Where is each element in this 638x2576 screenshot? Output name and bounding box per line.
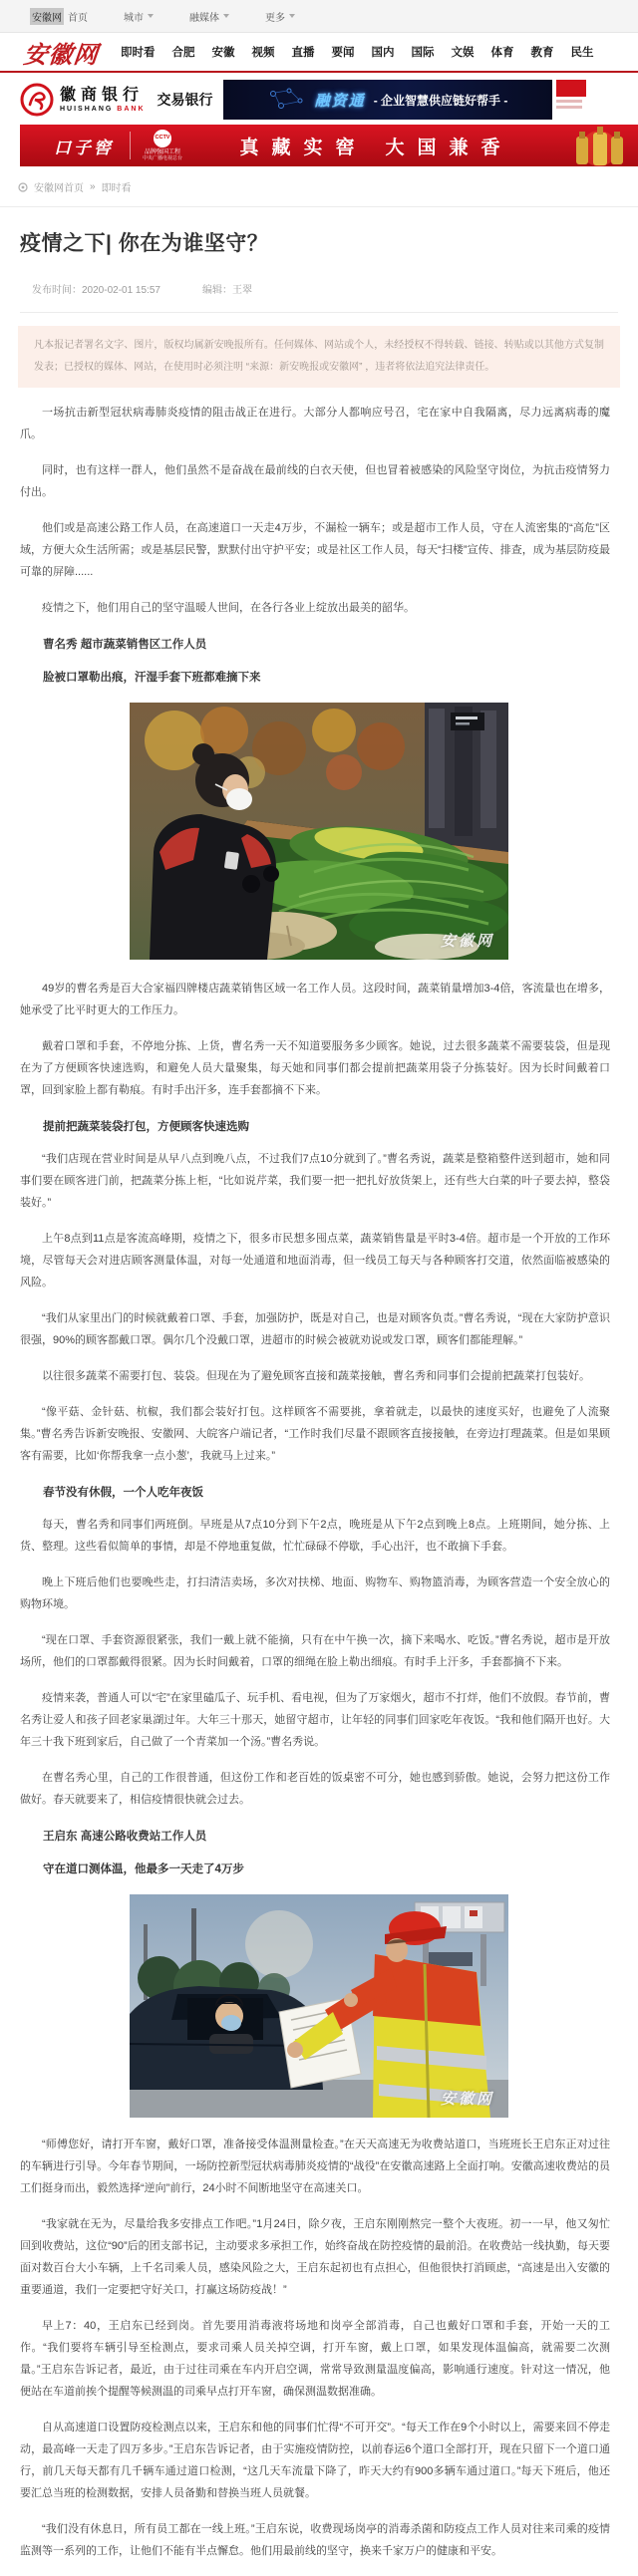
article-paragraph: “我们没有休息日，所有员工都在一线上班。”王启东说，收费现场岗亭的消毒杀菌和防疫点工作人员对往来司乘的疫情监测等一系列的工作，让他们不能有半点懈怠。他们用最前线的坚守，换来千家万户的健康和平安。 xyxy=(20,2523,610,2557)
breadcrumb-separator: » xyxy=(90,181,96,192)
article-paragraph: 晚上下班后他们也要晚些走，打扫清洁卖场，多次对扶梯、地面、购物车、购物篮消毒，为顾客营造一个安全放心的购物环境。 xyxy=(20,1576,610,1610)
photo-watermark: 安徽网 xyxy=(440,932,494,950)
topbar-menu-city-label: 城市 xyxy=(124,12,144,24)
article-paragraph: 一场抗击新型冠状病毒肺炎疫情的阻击战正在进行。大部分人都响应号召，宅在家中自我隔离，尽力远离病毒的魔爪。 xyxy=(20,407,610,440)
article-meta xyxy=(20,281,618,313)
article-paragraph: “我们店现在营业时间是从早八点到晚八点，不过我们7点10分就到了。”曹名秀说，蔬菜是整箱整件送到超市，她和同事们要在顾客进门前，把蔬菜分拣上柜，“比如说芹菜，我们要一把一把扎好放货架上，还有些大白菜的叶子要去掉，整袋装好。” xyxy=(20,1153,610,1209)
network-graphic xyxy=(267,86,307,114)
supermarket-photo-graphic xyxy=(130,703,508,960)
nav-item-instant[interactable]: 即时看 xyxy=(121,47,156,59)
section-heading-newyear: 春节没有休假，一个人吃年夜饭 xyxy=(43,1487,203,1499)
topbar-menu-more[interactable] xyxy=(265,9,295,24)
breadcrumb xyxy=(0,166,638,207)
bank-ad-slogan: - 企业智慧供应链好帮手 - xyxy=(373,93,508,108)
breadcrumb-current[interactable]: 即时看 xyxy=(101,183,132,194)
huishang-bank-name: 徽商银行 xyxy=(60,86,145,104)
article-paragraph: 上午8点到11点是客流高峰期，疫情之下，很多市民想多囤点菜，蔬菜销售量是平时3-4倍。超市是一个开放的工作环境，尽管每天会对进店顾客测量体温，对每一处通道和地面消毒，但一线员工每天与各种顾客打交道，依然面临被感染的风险。 xyxy=(20,1233,610,1288)
nav-item-headlines[interactable]: 要闻 xyxy=(331,47,355,59)
publish-time: 发布时间：2020-02-01 15:57 xyxy=(32,285,160,296)
kouzijiao-logo: 口子窖 xyxy=(54,138,114,158)
nav-item-entertainment[interactable]: 文娱 xyxy=(451,47,475,59)
article-paragraph: 在曹名秀心里，自己的工作很普通，但这份工作和老百姓的饭桌密不可分，她也感到骄傲。她说，会努力把这份工作做好。春天就要来了，相信疫情很快就会过去。 xyxy=(20,1772,610,1806)
topbar-home-link[interactable] xyxy=(30,8,88,25)
site-header xyxy=(0,33,638,73)
article-paragraph: 49岁的曹名秀是百大合家福四牌楼店蔬菜销售区域一名工作人员。这段时间，蔬菜销量增加3-4倍，客流量也在增多，她承受了比平时更大的工作压力。 xyxy=(20,983,610,1016)
nav-item-domestic[interactable]: 国内 xyxy=(371,47,395,59)
topbar-home-label: 首页 xyxy=(68,12,88,24)
nav-item-hefei[interactable]: 合肥 xyxy=(171,47,195,59)
rongzitong-brand: 融资通 xyxy=(314,92,366,110)
topbar-menu-more-label: 更多 xyxy=(265,12,285,24)
article-photo-tollgate xyxy=(130,1894,508,2118)
breadcrumb-home-link[interactable]: 安徽网首页 xyxy=(34,183,84,194)
article-body xyxy=(0,402,638,2562)
section-heading-caomingxiu: 曹名秀 超市蔬菜销售区工作人员 xyxy=(43,639,207,651)
editor: 编辑：王翠 xyxy=(201,285,252,296)
article-paragraph: “像平菇、金针菇、杭椒，我们都会装好打包。这样顾客不需要挑，拿着就走，以最快的速度买好，也避免了人流聚集。”曹名秀告诉新安晚报、安徽网、大皖客户端记者，“工作时我们尽量不跟顾客直接接触，在旁边打理蔬菜。但是如果顾客有需要，比如‘你帮我拿一点小葱’，我就马上过来。” xyxy=(20,1406,610,1462)
article-paragraph: 疫情来袭，普通人可以“宅”在家里磕瓜子、玩手机、看电视，但为了万家烟火，超市不打烊，他们不放假。春节前，曹名秀让爱人和孩子回老家巢湖过年。大年三十那天，她留守超市，让年轻的同事们回家吃年夜饭。“我和他们隔开也好。大年三十我下班到家后，自己做了一个青菜加一个汤。”曹名秀说。 xyxy=(20,1692,610,1748)
article-paragraph: “我家就在无为，尽量给我多安排点工作吧。”1月24日，除夕夜，王启东刚刚熬完一整个大夜班。初一一早，他又匆忙回到收费站，这位“90”后的团支部书记，主动要求多承担工作，始终奋战在防控疫情的最前沿。在收费站一线执勤，每天要面对数百台大小车辆，上千名司乘人员，感染风险之大，王启东起初也有点担心，但他很快打消顾虑，“高速是出入安徽的重要通道，我们一定要把守好关口，打赢这场防疫战！” xyxy=(20,2218,610,2296)
utility-bar xyxy=(0,0,638,33)
ad-corner-ribbon xyxy=(556,80,586,120)
nav-item-international[interactable]: 国际 xyxy=(411,47,435,59)
ad-banner-huishang-bank[interactable] xyxy=(20,80,638,120)
location-pin-icon xyxy=(18,182,28,192)
chevron-down-icon xyxy=(289,14,295,18)
divider xyxy=(130,132,131,159)
article-paragraph: “我们从家里出门的时候就戴着口罩、手套，加强防护，既是对自己，也是对顾客负责。”曹名秀说，“现在大家防护意识很强，90%的顾客都戴口罩。偶尔几个没戴口罩，进超市的时候会被就劝说或发口罩，顾客们都能理解。” xyxy=(20,1312,610,1346)
topbar-menu-media[interactable] xyxy=(189,9,229,24)
article-paragraph: “师傅您好，请打开车窗，戴好口罩，准备接受体温测量检查。”在天天高速无为收费站道口，当班班长王启东正对过往的车辆进行引导。今年春节期间，一场防控新型冠状病毒肺炎疫情的“战役”在安徽高速路上全面打响。安徽高速收费站的员工们挺身而出，毅然选择“逆向”前行，24小时不间断地坚守在高速关口。 xyxy=(20,2139,610,2194)
huishang-bank-logo xyxy=(20,83,54,117)
photo-watermark: 安徽网 xyxy=(440,2090,494,2108)
article-paragraph: “现在口罩、手套资源很紧张，我们一戴上就不能摘，只有在中午换一次，摘下来喝水、吃饭。”曹名秀说，超市是开放场所，他们的口罩都戴得很紧。因为长时间戴着，口罩的细绳在脸上勒出细痕。有时手上汗多，手套都摘不下来。 xyxy=(20,1634,610,1668)
article-title: 疫情之下| 你在为谁坚守？ xyxy=(20,232,269,255)
nav-item-video[interactable]: 视频 xyxy=(251,47,275,59)
section-heading-wangqidong: 王启东 高速公路收费站工作人员 xyxy=(43,1831,207,1843)
nav-item-anhui[interactable]: 安徽 xyxy=(211,47,235,59)
huishang-bank-ad-panel xyxy=(223,80,552,120)
huishang-bank-name-en: HUISHANG BANK xyxy=(60,105,146,113)
chevron-down-icon xyxy=(148,14,154,18)
chevron-down-icon xyxy=(223,14,229,18)
nav-item-education[interactable]: 教育 xyxy=(530,47,554,59)
huishang-bank-branding xyxy=(20,83,213,117)
article-paragraph: 每天，曹名秀和同事们两班倒。早班是从7点10分到下午2点，晚班是从下午2点到晚上8点。上班期间，她分拣、上货、整理。这些看似简单的事情，却是不停地重复做，忙忙碌碌不停歇，手心出汗，也不敢摘下手套。 xyxy=(20,1519,610,1553)
copyright-notice: 凡本报记者署名文字、图片，版权均属新安晚报所有。任何媒体、网站或个人，未经授权不得转载、链接、转贴或以其他方式复制发表；已授权的媒体、网站，在使用时必须注明 “来源：新安晚报或安徽网” ，违者将依法追究法律责任。 xyxy=(18,326,620,388)
nav-item-livelihood[interactable]: 民生 xyxy=(570,47,594,59)
cctv-brand-badge: CCTV 品牌强国工程 中央广播电视总台 xyxy=(143,130,182,161)
article-paragraph: 早上7：40，王启东已经到岗。首先要用消毒液将场地和岗亭全部消毒，自己也戴好口罩和手套，开始一天的工作。“我们要将车辆引导至检测点，要求司乘人员关掉空调，打开车窗，戴上口罩，如果发现体温偏高，就需要二次测量。”王启东告诉记者，最近，由于过往司乘在车内开启空调，常常导致测量温度偏高，影响通行速度。针对这一情况，他便站在车道前挨个提醒等候测温的司乘早点打开车窗，确保测温数据准确。 xyxy=(20,2320,610,2398)
wine-slogan: 真藏实窖 大国兼香 xyxy=(239,137,513,158)
section-heading-checkpoint: 守在道口测体温，他最多一天走了4万步 xyxy=(43,1863,244,1875)
huishang-bank-product: 交易银行 xyxy=(157,92,213,108)
topbar-menu-city[interactable] xyxy=(124,9,154,24)
article-paragraph: 同时，也有这样一群人，他们虽然不是奋战在最前线的白衣天使，但也冒着被感染的风险坚守岗位，为抗击疫情努力付出。 xyxy=(20,464,610,498)
section-heading-prepack: 提前把蔬菜装袋打包，方便顾客快速选购 xyxy=(43,1121,249,1133)
wine-bottles-graphic xyxy=(566,125,632,166)
topbar-menu-media-label: 融媒体 xyxy=(189,12,219,24)
nav-item-live[interactable]: 直播 xyxy=(291,47,315,59)
article-paragraph: 自从高速道口设置防疫检测点以来，王启东和他的同事们忙得“不可开交”。“每天工作在9个小时以上，需要来回不停走动，最高峰一天走了四万多步。”王启东告诉记者，由于实施疫情防控，以前春运6个道口全部打开，现在只留下一个道口通行，前几天每天都有几千辆车通过道口检测，“这几天车流量下降了，昨天大约有900多辆车通过道口。”每天下班后，他还要汇总当班的检测数据，安排人员备勤和替换当班人员就餐。 xyxy=(20,2422,610,2499)
article-paragraph: 以往很多蔬菜不需要打包、装袋。但现在为了避免顾客直接和蔬菜接触，曹名秀和同事们会提前把蔬菜打包装好。 xyxy=(42,1370,590,1382)
nav-item-sports[interactable]: 体育 xyxy=(490,47,514,59)
article-paragraph: 他们或是高速公路工作人员，在高速道口一天走4万步，不漏检一辆车；或是超市工作人员，守在人流密集的“高危”区域，方便大众生活所需；或是基层民警，默默付出守护平安；或是社区工作人员，每天“扫楼”宣传、排查，成为基层防疫最可靠的屏障...... xyxy=(20,522,610,578)
tollgate-photo-graphic xyxy=(130,1894,508,2118)
site-logo[interactable]: 安徽网 xyxy=(22,39,101,69)
ad-banner-kouzijiao[interactable] xyxy=(20,125,638,166)
main-nav xyxy=(121,44,638,60)
article-paragraph: 疫情之下，他们用自己的坚守温暖人世间，在各行各业上绽放出最美的韶华。 xyxy=(42,602,415,614)
section-heading-mask-marks: 脸被口罩勒出痕，汗湿手套下班都难摘下来 xyxy=(43,672,261,684)
article-paragraph: 戴着口罩和手套，不停地分拣、上货，曹名秀一天不知道要服务多少顾客。她说，过去很多蔬菜不需要装袋，但是现在为了方便顾客快速选购，和避免人员大量聚集，每天她和同事们都会提前把蔬菜用袋子分拣装好。因为长时间戴着口罩，回到家脸上都有勒痕。有时手出汗多，连手套都摘不下来。 xyxy=(20,1040,610,1096)
topbar-brand: 安徽网 xyxy=(30,8,64,25)
article-photo-supermarket xyxy=(130,703,508,960)
